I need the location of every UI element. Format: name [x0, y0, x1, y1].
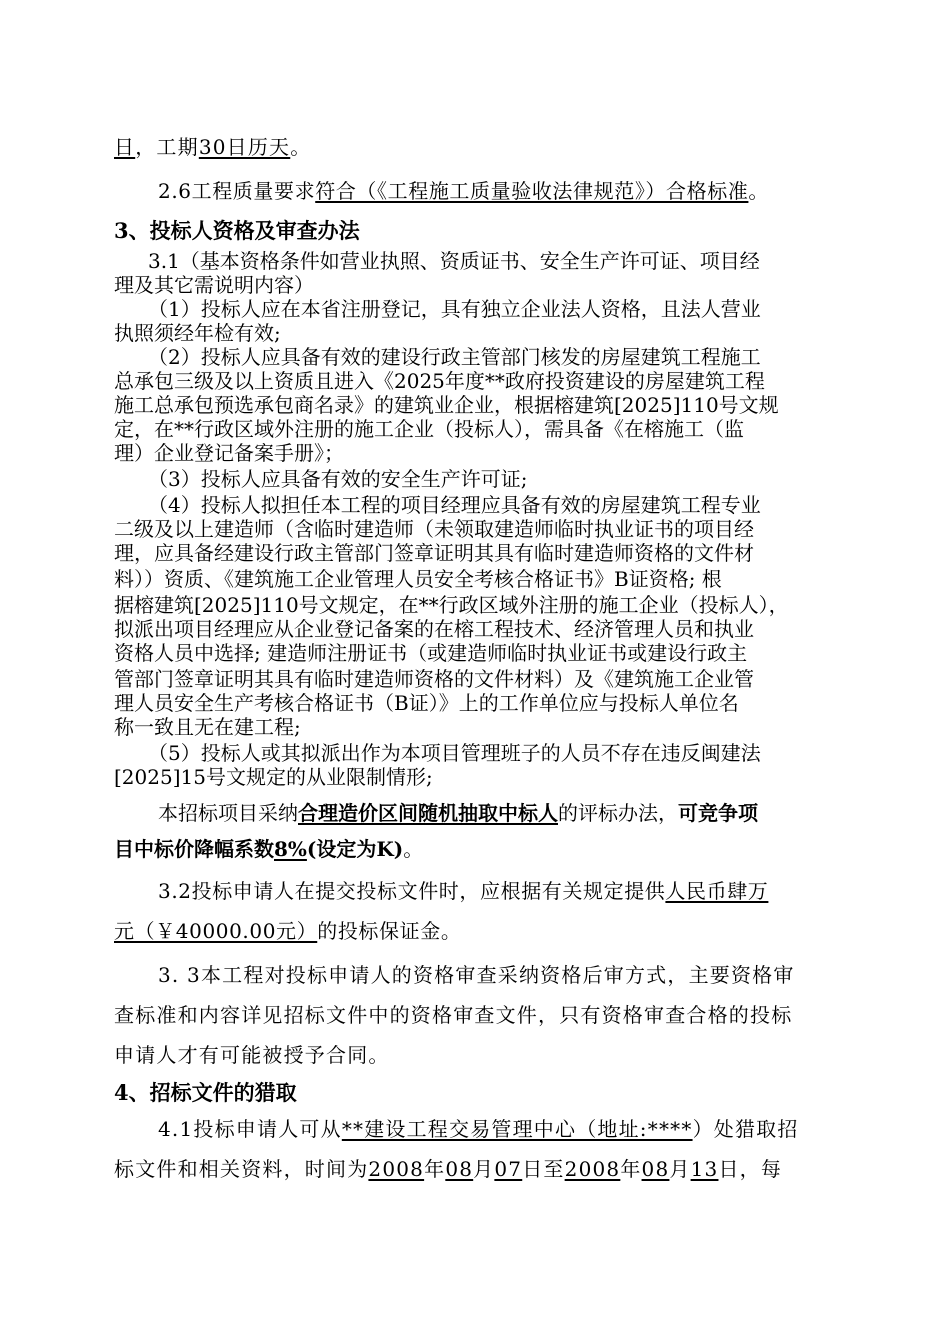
text-span: 日，每	[718, 1157, 783, 1181]
text-line: 3. 3本工程对投标申请人的资格审查采纳资格后审方式，主要资格审	[158, 963, 795, 987]
text-span: 年	[424, 1157, 446, 1181]
text-line	[114, 836, 423, 862]
date-month: 08	[641, 1157, 670, 1181]
bold-text: 可竞争项	[678, 801, 758, 825]
construction-period: 30日历天	[198, 135, 291, 159]
text-line: 执照须经年检有效;	[114, 321, 281, 345]
text-span: 的评标办法，	[558, 801, 678, 825]
text-line	[158, 1116, 799, 1142]
text-line: 管部门签章证明其具有临时建造师资格的文件材料）及《建筑施工企业管	[114, 667, 754, 691]
text-line: 称一致且无在建工程;	[114, 715, 301, 739]
issuing-office: **建设工程交易管理中心（地址:****	[341, 1117, 693, 1141]
text-span: 4.1投标申请人可从	[158, 1117, 342, 1141]
text-line: 施工总承包预选承包商名录》的建筑业企业，根据榕建筑[2025]110号文规	[114, 393, 779, 417]
text-line	[114, 134, 311, 160]
text-line: 料））资质、《建筑施工企业管理人员安全考核合格证书》B证资格; 根	[114, 567, 722, 591]
text-line: 申请人才有可能被授予合同。	[114, 1043, 390, 1067]
text-line: 理，应具备经建设行政主管部门签章证明其具有临时建造师资格的文件材	[114, 541, 754, 565]
text-line: （5）投标人或其拟派出作为本项目管理班子的人员不存在违反闽建法	[148, 741, 761, 765]
date-day: 07	[494, 1157, 523, 1181]
text-line: 二级及以上建造师（含临时建造师（未领取建造师临时执业证书的项目经	[114, 517, 754, 541]
text-line: 查标准和内容详见招标文件中的资格审查文件，只有资格审查合格的投标	[114, 1003, 793, 1027]
text-line: 拟派出项目经理应从企业登记备案的在榕工程技术、经济管理人员和执业	[114, 617, 754, 641]
section-heading-3: 3、投标人资格及审查办法	[114, 218, 360, 243]
quality-standard: 符合（《工程施工质量验收法律规范》）合格标准	[315, 179, 749, 203]
bold-text: (设定为K)	[306, 837, 404, 861]
text-span: 标文件和相关资料，时间为	[114, 1157, 369, 1181]
text-line: （2）投标人应具备有效的建设行政主管部门核发的房屋建筑工程施工	[148, 345, 761, 369]
text-line: 理人员安全生产考核合格证书（B证）》上的工作单位应与投标人单位名	[114, 691, 739, 715]
text-line: 理）企业登记备案手册》；	[114, 441, 344, 465]
text-line	[158, 178, 769, 204]
text-line: （4）投标人拟担任本工程的项目经理应具备有效的房屋建筑工程专业	[148, 493, 761, 517]
text-line: 3.1（基本资格条件如营业执照、资质证书、安全生产许可证、项目经	[148, 249, 760, 273]
discount-coefficient: 8%	[274, 837, 307, 861]
text-line: 总承包三级及以上资质且进入《2025年度**政府投资建设的房屋建筑工程	[114, 369, 765, 393]
text-span: 3.2投标申请人在提交投标文件时，应根据有关规定提供	[158, 879, 666, 903]
date-year: 2008	[564, 1157, 621, 1181]
text-span: 。	[748, 179, 770, 203]
underlined-text: 日	[114, 135, 136, 159]
text-span: 月	[669, 1157, 691, 1181]
bid-bond-figure: 元（￥40000.00元）	[114, 919, 318, 943]
text-span: 2.6工程质量要求	[158, 179, 316, 203]
text-span: 。	[290, 135, 312, 159]
text-span: 本招标项目采纳	[158, 801, 298, 825]
bid-bond-amount: 人民币肆万	[665, 879, 769, 903]
text-line: [2025]15号文规定的从业限制情形;	[114, 765, 433, 789]
text-span: ，工期	[135, 135, 199, 159]
text-line	[114, 918, 461, 944]
text-span: ）处猎取招	[692, 1117, 799, 1141]
text-span: 的投标保证金。	[317, 919, 462, 943]
text-span: 年	[620, 1157, 642, 1181]
text-span: 月	[473, 1157, 495, 1181]
text-line	[114, 1156, 782, 1182]
section-heading-4: 4、招标文件的猎取	[114, 1080, 297, 1105]
date-year: 2008	[368, 1157, 425, 1181]
bold-text: 目中标价降幅系数	[114, 837, 274, 861]
text-span: 日至	[522, 1157, 565, 1181]
text-line: 理及其它需说明内容）	[114, 273, 314, 297]
text-line: 资格人员中选择; 建造师注册证书（或建造师临时执业证书或建设行政主	[114, 641, 748, 665]
text-line: 定，在**行政区域外注册的施工企业（投标人），需具备《在榕施工（监	[114, 417, 744, 441]
text-line: （1）投标人应在本省注册登记，具有独立企业法人资格，且法人营业	[148, 297, 761, 321]
text-span: 。	[403, 837, 424, 861]
date-month: 08	[445, 1157, 474, 1181]
date-day: 13	[690, 1157, 719, 1181]
evaluation-method: 合理造价区间随机抽取中标人	[298, 801, 558, 825]
text-line	[158, 800, 758, 826]
text-line: （3）投标人应具备有效的安全生产许可证;	[148, 467, 528, 491]
text-line: 据榕建筑[2025]110号文规定，在**行政区域外注册的施工企业（投标人），	[114, 593, 789, 617]
text-line	[158, 878, 768, 904]
